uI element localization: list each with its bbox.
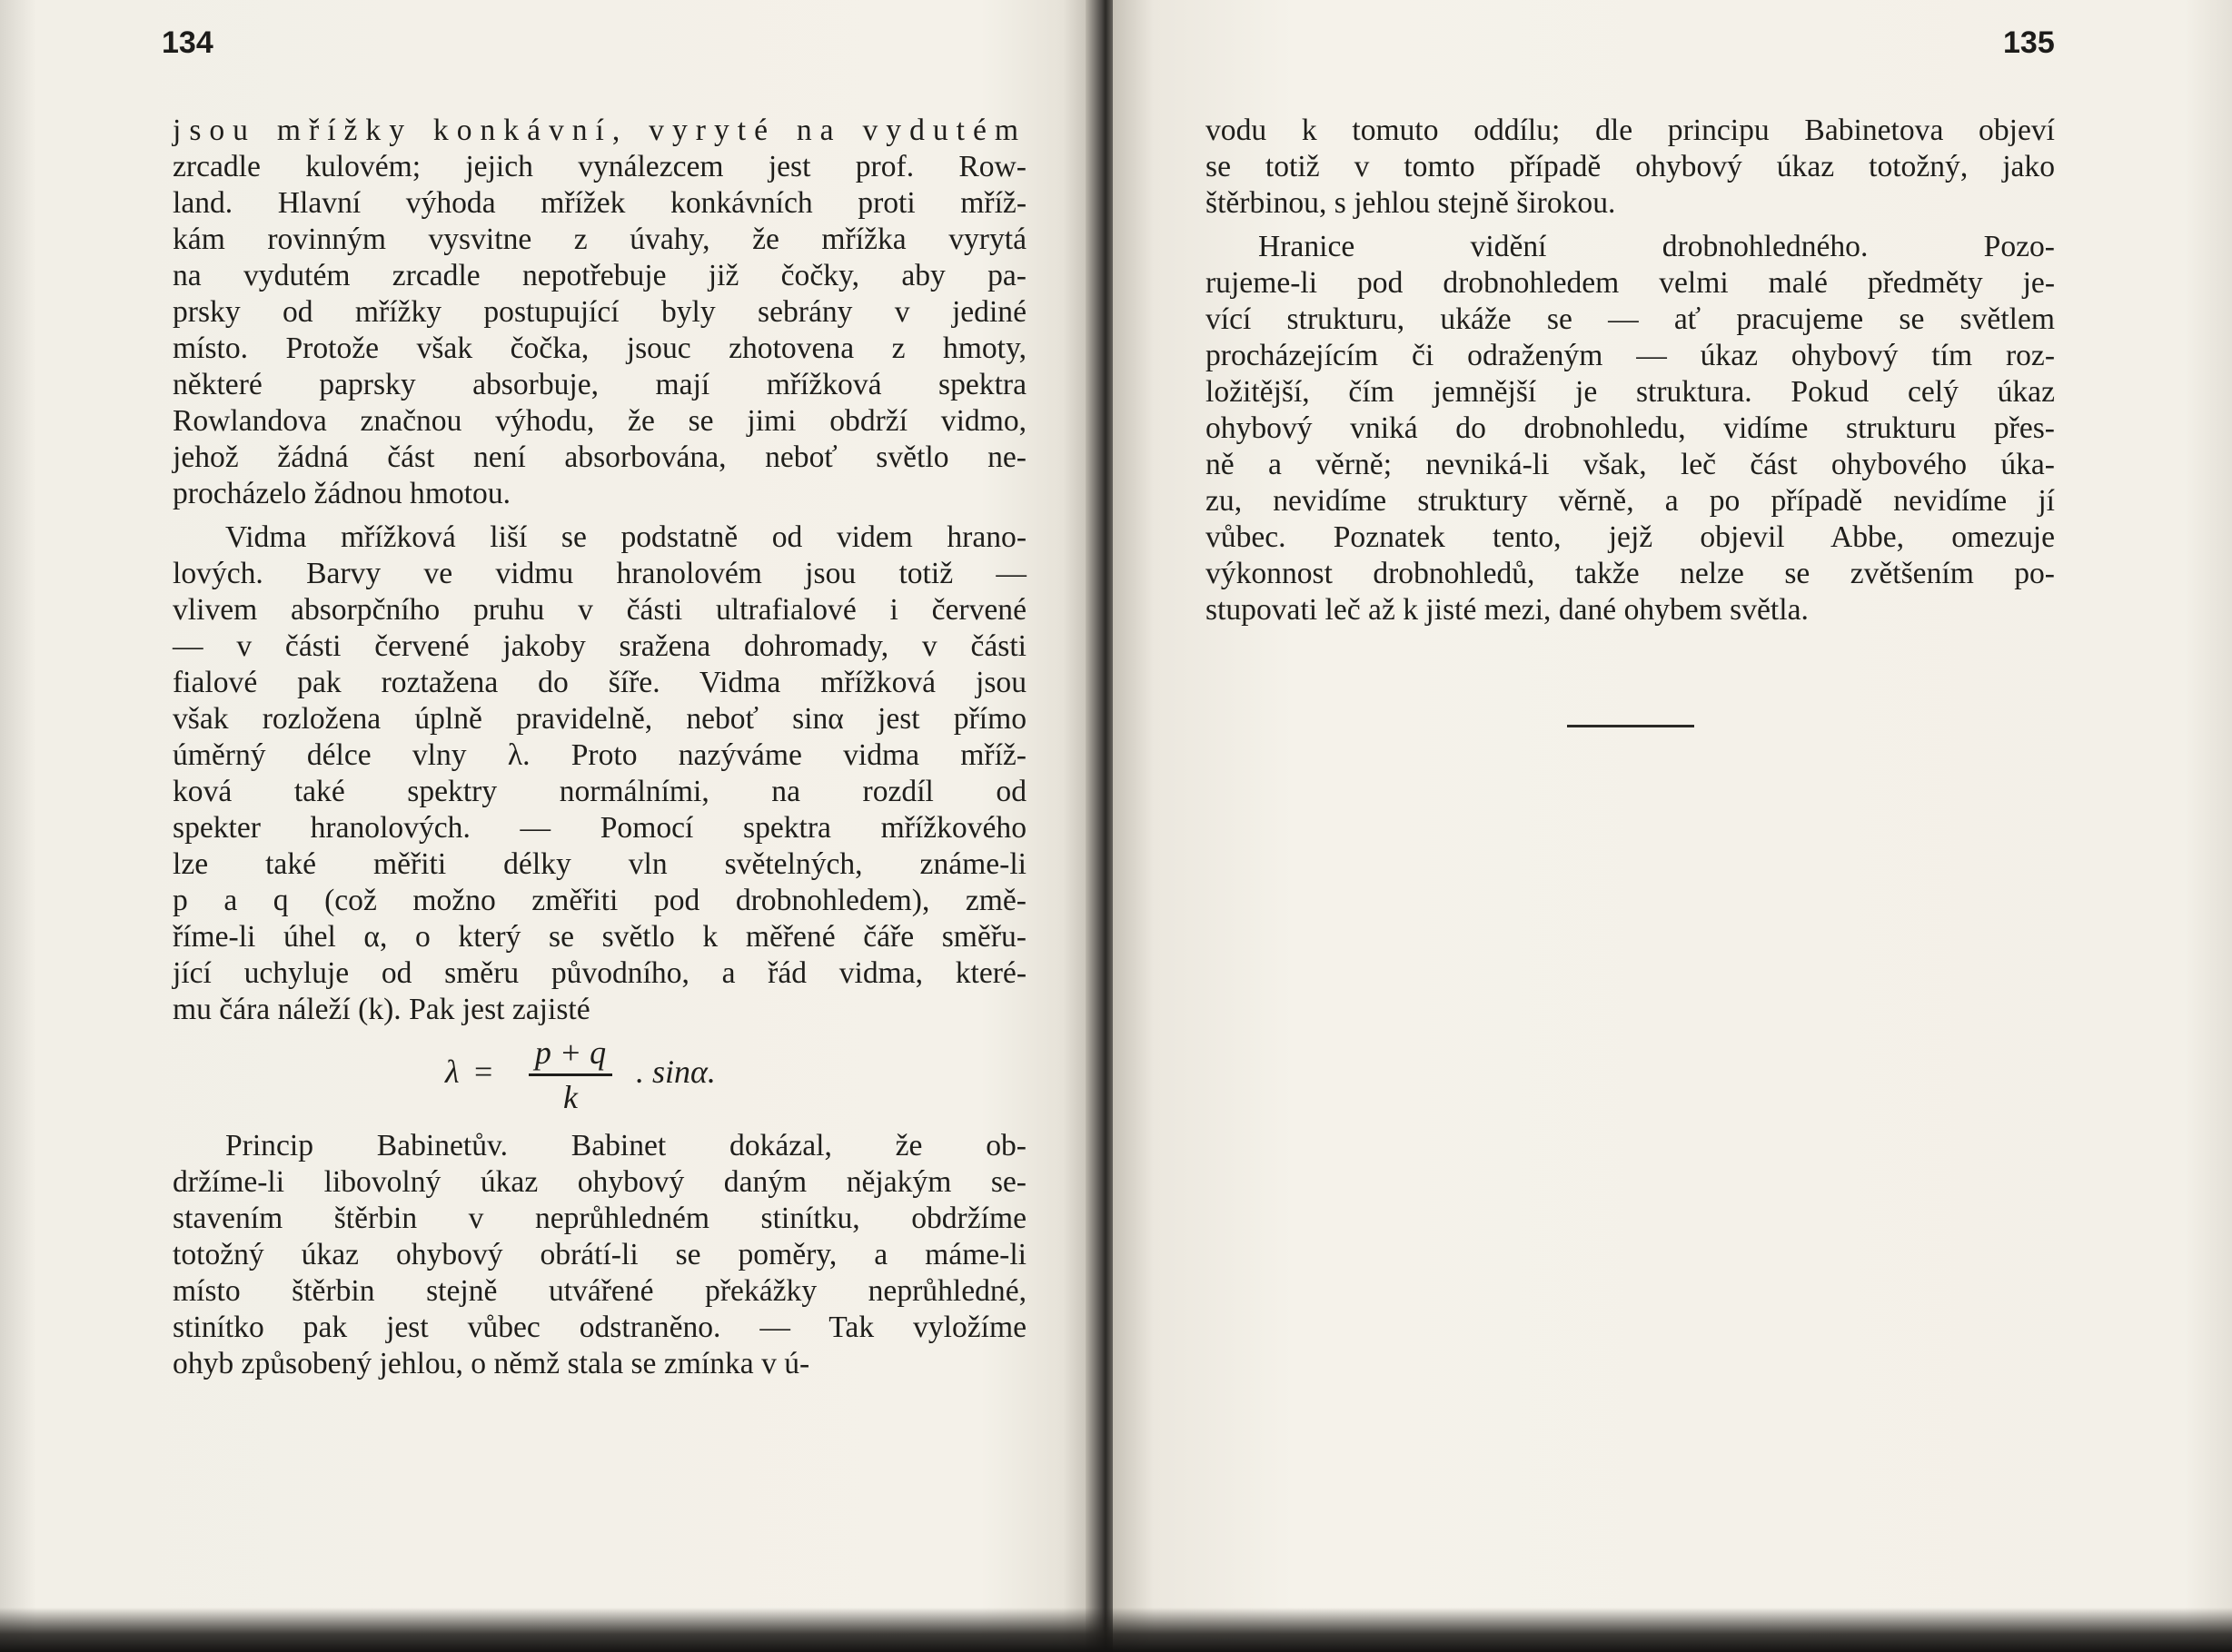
text-line: zu, nevidíme struktury věrně, a po případě nevidíme jí (1205, 484, 2055, 518)
formula-numerator: p + q (534, 1034, 607, 1071)
right-page-text (1205, 113, 2055, 628)
text-line: prsky od mřížky postupující byly sebrány v jediné (173, 295, 1027, 329)
paragraph-gap (173, 512, 1027, 519)
text-line: vící strukturu, ukáže se — ať pracujeme se světlem (1205, 302, 2055, 336)
text-line: jehož žádná část není absorbována, neboť světlo ne- (173, 440, 1027, 474)
formula-sin-term: . sinα. (636, 1054, 716, 1090)
text-line: zrcadle kulovém; jejich vynálezcem jest prof. Row- (173, 150, 1027, 183)
text-line: říme-li úhel α, o který se světlo k měřené čáře směřu- (173, 920, 1027, 954)
text-line: land. Hlavní výhoda mřížek konkávních proti mříž- (173, 186, 1027, 220)
left-page-text (173, 113, 1027, 1382)
text-line: procházejícím či odraženým — úkaz ohybový tím roz- (1205, 339, 2055, 372)
text-line: — v části červené jakoby sražena dohromady, v části (173, 629, 1027, 663)
text-line: na vydutém zrcadle nepotřebuje již čočky, aby pa- (173, 259, 1027, 292)
text-line: úměrný délce vlny λ. Proto nazýváme vidma mříž- (173, 738, 1027, 772)
fraction-bar (529, 1073, 612, 1076)
text-line: vlivem absorpčního pruhu v části ultrafialové i červené (173, 593, 1027, 627)
text-line: mu čára náleží (k). Pak jest zajisté (173, 993, 590, 1026)
text-line: ně a věrně; nevniká-li však, leč část ohybového úka- (1205, 448, 2055, 481)
text-line: p a q (což možno změřiti pod drobnohledem), změ- (173, 884, 1027, 917)
text-line: kám rovinným vysvitne z úvahy, že mřížka vyrytá (173, 223, 1027, 256)
text-line: některé paprsky absorbuje, mají mřížková spektra (173, 368, 1027, 401)
text-line: fialové pak roztažena do šíře. Vidma mřížková jsou (173, 666, 1027, 699)
text-line: procházelo žádnou hmotou. (173, 477, 511, 510)
text-line: štěrbinou, s jehlou stejně širokou. (1205, 186, 1616, 220)
text-line: však rozložena úplně pravidelně, neboť sinα jest přímo (173, 702, 1027, 736)
text-line: místo štěrbin stejně utvářené překážky neprůhledné, (173, 1274, 1027, 1308)
text-line: výkonnost drobnohledů, takže nelze se zvětšením po- (1205, 557, 2055, 590)
scan-bottom-shadow (0, 1607, 2232, 1652)
formula-lambda: λ (445, 1054, 460, 1090)
text-line: rujeme-li pod drobnohledem velmi malé předměty je- (1205, 266, 2055, 300)
text-line: Rowlandova značnou výhodu, že se jimi obdrží vidmo, (173, 404, 1027, 438)
formula-equals: = (474, 1054, 493, 1090)
right-page (1113, 0, 2232, 1652)
text-line: vůbec. Poznatek tento, jejž objevil Abbe, omezuje (1205, 520, 2055, 554)
page-number-left: 134 (162, 25, 213, 60)
text-line: ložitější, čím jemnější je struktura. Pokud celý úkaz (1205, 375, 2055, 409)
text-line: Vidma mřížková liší se podstatně od videm hrano- (225, 520, 1027, 554)
text-line: lových. Barvy ve vidmu hranolovém jsou totiž — (173, 557, 1027, 590)
text-line: jsou mřížky konkávní, vyryté na vydutém (173, 114, 1027, 147)
formula-denominator: k (563, 1079, 578, 1115)
text-line: vodu k tomuto oddílu; dle principu Babinetova objeví (1205, 114, 2055, 147)
text-line: ohyb způsobený jehlou, o němž stala se zmínka v ú- (173, 1347, 810, 1380)
text-line: totožný úkaz ohybový obrátí-li se poměry, a máme-li (173, 1238, 1027, 1271)
text-line: jící uchyluje od směru původního, a řád vidma, které- (173, 956, 1027, 990)
text-line: se totiž v tomto případě ohybový úkaz totožný, jako (1205, 150, 2055, 183)
page-number-right: 135 (2003, 25, 2055, 60)
text-line: stinítko pak jest vůbec odstraněno. — Tak vyložíme (173, 1311, 1027, 1344)
text-line: ohybový vniká do drobnohledu, vidíme strukturu přes- (1205, 411, 2055, 445)
left-page (0, 0, 1095, 1652)
paragraph-gap (1205, 222, 2055, 229)
text-line: místo. Protože však čočka, jsouc zhotovena z hmoty, (173, 331, 1027, 365)
text-line: držíme-li libovolný úkaz ohybový daným nějakým se- (173, 1165, 1027, 1199)
section-end-rule (1567, 725, 1694, 727)
text-line: Hranice vidění drobnohledného. Pozo- (1258, 230, 2055, 263)
text-line: stupovati leč až k jisté mezi, dané ohybem světla. (1205, 593, 1809, 627)
text-line: lze také měřiti délky vln světelných, známe-li (173, 847, 1027, 881)
text-line: ková také spektry normálními, na rozdíl od (173, 775, 1027, 808)
text-line: spekter hranolových. — Pomocí spektra mřížkového (173, 811, 1027, 845)
text-line: Princip Babinetův. Babinet dokázal, že ob- (225, 1129, 1027, 1162)
wavelength-formula (173, 1034, 1027, 1124)
text-line: stavením štěrbin v neprůhledném stinítku, obdržíme (173, 1202, 1027, 1235)
formula-fraction (529, 1034, 612, 1116)
text-line (173, 113, 1027, 149)
